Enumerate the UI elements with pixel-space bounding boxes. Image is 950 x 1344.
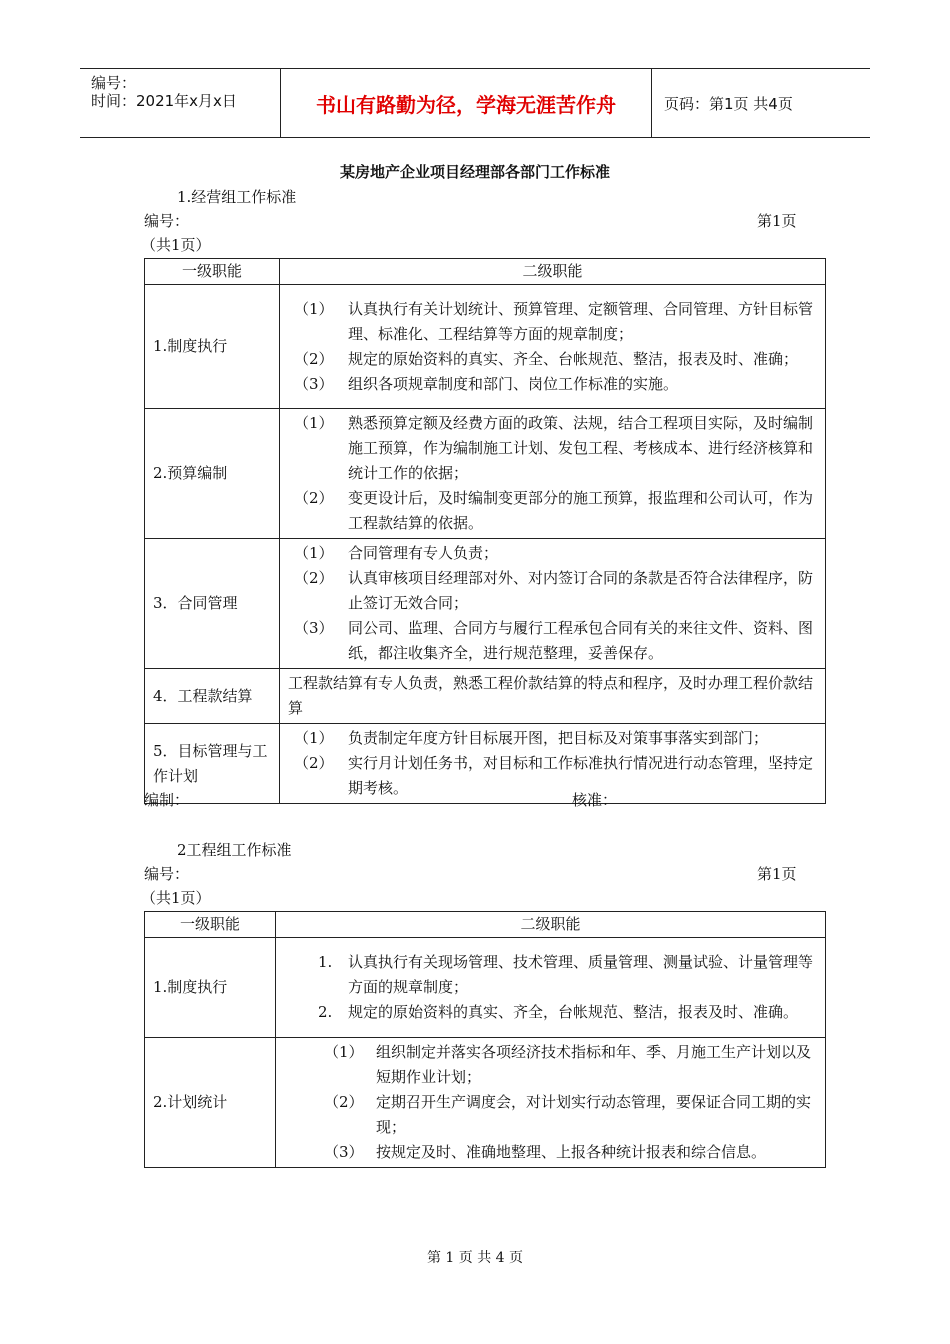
header-slogan: 书山有路勤为径，学海无涯苦作舟: [280, 69, 652, 137]
row-function: 5．目标管理与工作计划: [145, 724, 280, 804]
table-row: [145, 669, 826, 724]
duty-item: （2） 认真审核项目经理部对外、对内签订合同的条款是否符合法律程序，防止签订无效合同；: [294, 569, 814, 612]
header-meta: [80, 69, 280, 137]
page-header: [80, 68, 870, 138]
row-function: 2.计划统计: [145, 1038, 276, 1168]
section2-table: [144, 911, 826, 1168]
table-row: [145, 539, 826, 669]
prepared-by-label: 编制：: [144, 791, 190, 809]
table-row: [145, 724, 826, 804]
row-duties: [280, 724, 826, 804]
duty-item: 2. 规定的原始资料的真实、齐全，台帐规范、整洁，报表及时、准确。: [318, 1003, 799, 1021]
approved-by-label: 核准：: [572, 791, 618, 809]
section1-heading: 1.经营组工作标准: [177, 188, 297, 206]
duty-text: 工程款结算有专人负责，熟悉工程价款结算的特点和程序，及时办理工程价款结算: [288, 674, 814, 717]
duty-item: （2） 实行月计划任务书，对目标和工作标准执行情况进行动态管理，坚持定期考核。: [294, 754, 814, 797]
section2-number-label: 编号：: [144, 865, 190, 883]
row-function: 1.制度执行: [145, 938, 276, 1038]
row-duties: [280, 285, 826, 409]
table-header-row: [145, 912, 826, 938]
duty-item: 1. 认真执行有关现场管理、技术管理、质量管理、测量试验、计量管理等方面的规章制度；: [318, 953, 814, 996]
section1-page-right: 第1页: [757, 212, 797, 230]
table-row: [145, 938, 826, 1038]
table-row: [145, 1038, 826, 1168]
duty-item: （2） 定期召开生产调度会，对计划实行动态管理，要保证合同工期的实现；: [324, 1093, 812, 1136]
row-duties: [280, 409, 826, 539]
duty-item: （1） 认真执行有关计划统计、预算管理、定额管理、合同管理、方针目标管理、标准化、工程结算等方面的规章制度；: [294, 299, 814, 343]
section2-heading: 2工程组工作标准: [177, 841, 292, 859]
section2-total: （共1页）: [141, 889, 211, 907]
duty-item: （3） 同公司、监理、合同方与履行工程承包合同有关的来往文件、资料、图纸，都注收集齐全，进行规范整理，妥善保存。: [294, 619, 814, 662]
col2-header: 二级职能: [280, 259, 826, 285]
row-function: 2.预算编制: [145, 409, 280, 539]
row-function: 3．合同管理: [145, 539, 280, 669]
header-page-label: 页码：第1页 共4页: [664, 94, 793, 113]
section1-total: （共1页）: [141, 236, 211, 254]
duty-item: （3） 组织各项规章制度和部门、岗位工作标准的实施。: [294, 374, 679, 393]
duty-item: （1） 熟悉预算定额及经费方面的政策、法规，结合工程项目实际，及时编制施工预算，作为编制施工计划、发包工程、考核成本、进行经济核算和统计工作的依据；: [294, 414, 814, 482]
duty-item: （1） 合同管理有专人负责；: [294, 544, 499, 562]
section2-page-right: 第1页: [757, 865, 797, 883]
page-footer: 第 1 页 共 4 页: [426, 1250, 524, 1266]
row-function: 1.制度执行: [145, 285, 280, 409]
table-header-row: [145, 259, 826, 285]
duty-item: （1） 负责制定年度方针目标展开图，把目标及对策事事落实到部门；: [294, 729, 769, 747]
section1-table: [144, 258, 826, 804]
duty-item: （2） 规定的原始资料的真实、齐全、台帐规范、整洁，报表及时、准确；: [294, 349, 799, 368]
col1-header: 一级职能: [145, 259, 280, 285]
row-duties: [276, 1038, 826, 1168]
section1-number-label: 编号：: [144, 212, 190, 230]
row-function: 4．工程款结算: [145, 669, 280, 724]
duty-item: （2） 变更设计后，及时编制变更部分的施工预算，报监理和公司认可，作为工程款结算的依据。: [294, 489, 814, 532]
header-time-label: 时间：2021年x月x日: [91, 92, 237, 110]
row-duties: [280, 669, 826, 724]
header-number-label: 编号：: [91, 74, 137, 92]
row-duties: [276, 938, 826, 1038]
col2-header: 二级职能: [276, 912, 826, 938]
table-row: [145, 409, 826, 539]
col1-header: 一级职能: [145, 912, 276, 938]
table-row: [145, 285, 826, 409]
duty-item: （3） 按规定及时、准确地整理、上报各种统计报表和综合信息。: [324, 1143, 767, 1161]
document-title: 某房地产企业项目经理部各部门工作标准: [339, 163, 610, 181]
row-duties: [280, 539, 826, 669]
duty-item: （1） 组织制定并落实各项经济技术指标和年、季、月施工生产计划以及短期作业计划；: [324, 1043, 812, 1086]
